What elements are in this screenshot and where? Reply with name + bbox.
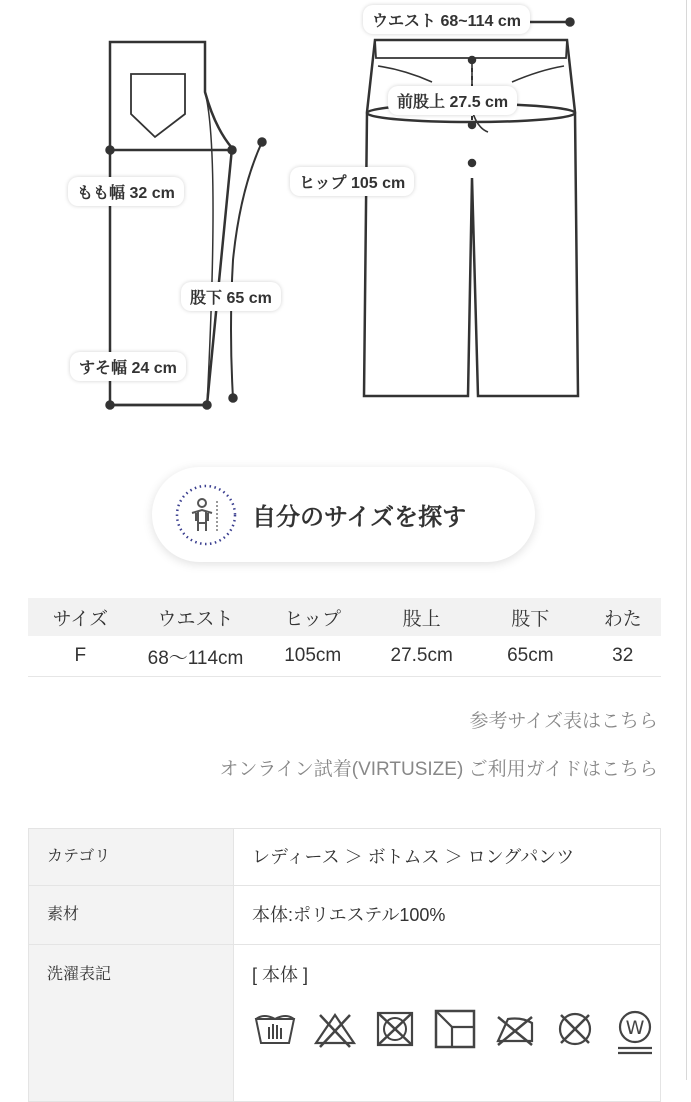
rise-label: 前股上 27.5 cm xyxy=(388,86,517,115)
front-pocket-right xyxy=(512,66,564,82)
find-my-size-label: 自分のサイズを探す xyxy=(252,504,467,531)
thigh-label: もも幅 32 cm xyxy=(68,177,184,206)
size-table-header: サイズ xyxy=(28,598,133,636)
no-bleach-icon xyxy=(312,1009,358,1049)
material-value: 本体:ポリエステル100% xyxy=(234,886,661,945)
no-tumble-dry-icon xyxy=(372,1009,418,1049)
no-dry-clean-icon xyxy=(552,1009,598,1049)
svg-text:W: W xyxy=(625,1017,645,1039)
detail-row-category xyxy=(29,829,661,886)
size-table-cell: 68～114cm xyxy=(133,636,259,677)
size-table-header: わた xyxy=(584,598,661,636)
line-dry-shade-icon xyxy=(432,1009,478,1049)
person-measure-icon xyxy=(174,483,238,547)
size-table-cell: 65cm xyxy=(476,636,584,677)
care-cell xyxy=(234,945,661,1102)
care-icons xyxy=(252,1009,660,1055)
detail-row-material xyxy=(29,886,661,945)
detail-row-care xyxy=(29,945,661,1102)
size-table-header: ウエスト xyxy=(133,598,259,636)
hip-label: ヒップ 105 cm xyxy=(290,167,414,196)
size-table-row xyxy=(28,636,661,677)
category-value[interactable]: レディース ＞ ボトムス ＞ ロングパンツ xyxy=(234,829,661,886)
material-key: 素材 xyxy=(29,886,234,945)
inseam-arrow-line xyxy=(231,142,262,398)
find-my-size-button[interactable] xyxy=(152,467,535,562)
hem-label: すそ幅 24 cm xyxy=(70,352,186,381)
no-iron-icon xyxy=(492,1009,538,1049)
size-table-header: 股上 xyxy=(367,598,476,636)
size-table-cell: 32 xyxy=(584,636,661,677)
product-details-table xyxy=(28,828,661,1102)
size-table-cell: 105cm xyxy=(258,636,367,677)
front-pocket-left xyxy=(378,66,432,82)
size-table-cell: F xyxy=(28,636,133,677)
size-table-header: 股下 xyxy=(476,598,584,636)
back-pocket xyxy=(131,74,185,137)
inseam-label: 股下 65 cm xyxy=(181,282,281,311)
hand-wash-icon xyxy=(252,1009,298,1049)
wet-clean-icon xyxy=(612,1009,658,1055)
size-table-wrapper xyxy=(28,598,661,678)
reference-size-link[interactable]: 参考サイズ表はこちら xyxy=(469,711,658,732)
care-key: 洗濯表記 xyxy=(29,945,234,1102)
virtusize-guide-link[interactable]: オンライン試着(VIRTUSIZE) ご利用ガイドはこちら xyxy=(219,759,658,780)
size-table-header-row xyxy=(28,598,661,636)
care-part-label: [ 本体 ] xyxy=(252,965,309,985)
waist-label: ウエスト 68~114 cm xyxy=(363,5,530,34)
size-table-cell: 27.5cm xyxy=(367,636,476,677)
waistband xyxy=(375,40,567,58)
size-table xyxy=(28,598,661,677)
size-table-header: ヒップ xyxy=(258,598,367,636)
category-key: カテゴリ xyxy=(29,829,234,886)
